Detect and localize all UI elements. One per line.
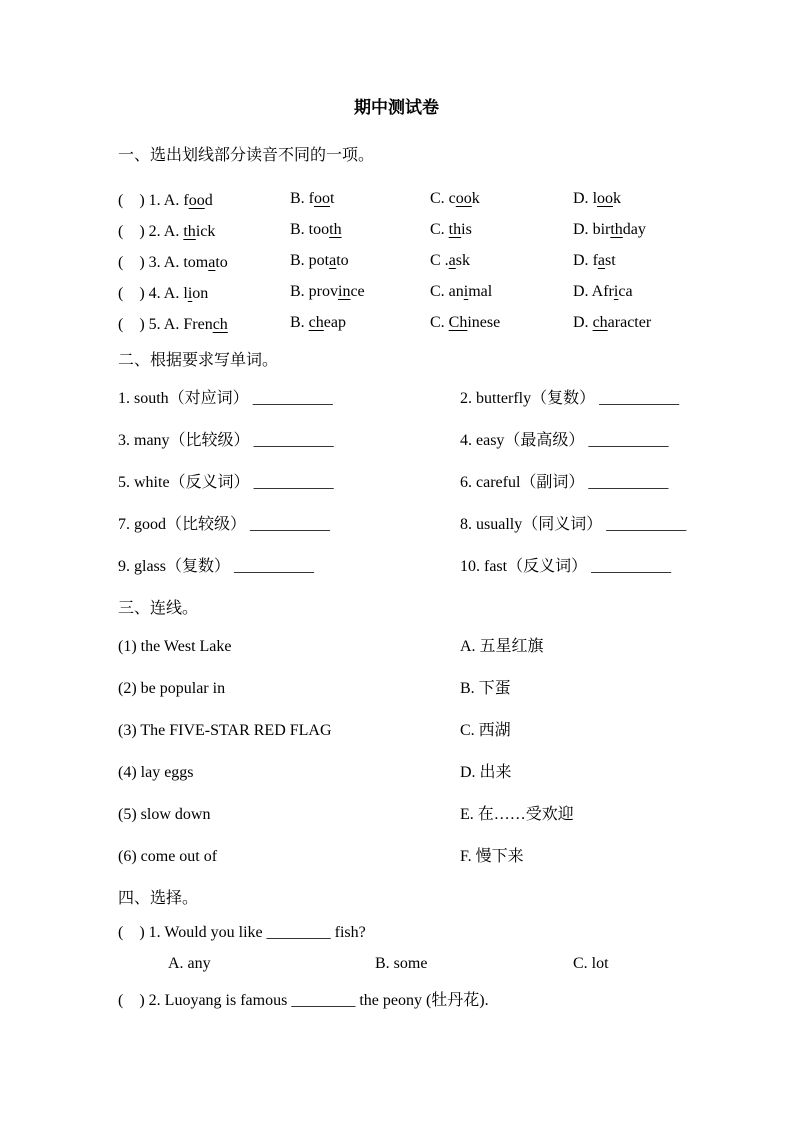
section-choice bbox=[118, 922, 683, 1011]
phonics-row bbox=[118, 183, 683, 214]
option-word bbox=[449, 252, 470, 269]
option-word bbox=[449, 283, 493, 300]
section-phonics bbox=[118, 183, 683, 338]
choice-question bbox=[118, 990, 683, 1011]
option-a bbox=[164, 316, 228, 333]
word-suffix: d bbox=[204, 192, 213, 209]
option-letter: A. bbox=[163, 223, 184, 240]
word-writing-item bbox=[460, 556, 686, 598]
option-letter: C . bbox=[430, 251, 449, 269]
word-suffix: ca bbox=[618, 282, 633, 300]
item-label: 2. butterfly（复数） bbox=[460, 390, 596, 407]
option-letter: B. bbox=[290, 189, 309, 207]
word-suffix: to bbox=[215, 254, 228, 271]
word-prefix: too bbox=[308, 220, 330, 238]
answer-paren: ( ) bbox=[118, 192, 145, 209]
option-a bbox=[164, 254, 228, 271]
word-underlined: a bbox=[597, 251, 605, 269]
option-word bbox=[183, 285, 208, 302]
option-a bbox=[164, 285, 208, 302]
section1-heading: 一、选出划线部分读音不同的一项。 bbox=[118, 147, 375, 164]
word-suffix: sk bbox=[455, 251, 471, 269]
item-label: 7. good（比较级） bbox=[118, 516, 247, 533]
option-word bbox=[183, 192, 212, 209]
matching-left: (6) come out of bbox=[118, 848, 218, 865]
word-suffix: ick bbox=[195, 223, 216, 240]
word-prefix: Fren bbox=[183, 316, 213, 333]
question-number: 2. bbox=[148, 223, 161, 240]
matching-right: C. 西湖 bbox=[460, 722, 511, 739]
option-word bbox=[183, 223, 215, 240]
option-c: C. lot bbox=[573, 955, 609, 972]
option-word bbox=[309, 314, 346, 331]
word-writing-item bbox=[460, 514, 686, 556]
matching-row bbox=[118, 678, 683, 720]
answer-blank: __________ bbox=[606, 516, 687, 533]
matching-left: (4) lay eggs bbox=[118, 764, 194, 781]
option-letter: D. bbox=[573, 313, 593, 331]
answer-blank: __________ bbox=[599, 390, 680, 407]
phonics-row-start bbox=[118, 218, 290, 241]
option-letter: C. bbox=[430, 189, 449, 207]
matching-left: (3) The FIVE-STAR RED FLAG bbox=[118, 722, 332, 739]
option-letter: A. bbox=[163, 192, 184, 209]
option-c bbox=[430, 190, 573, 208]
option-word bbox=[592, 283, 633, 300]
word-suffix: t bbox=[330, 189, 335, 207]
option-word bbox=[309, 221, 342, 238]
option-letter: A. bbox=[163, 285, 184, 302]
question-number: 4. bbox=[148, 285, 161, 302]
option-word bbox=[309, 283, 365, 300]
phonics-row-start bbox=[118, 311, 290, 334]
option-word bbox=[449, 221, 472, 238]
option-letter: B. bbox=[290, 282, 309, 300]
word-underlined: th bbox=[183, 223, 196, 240]
phonics-row bbox=[118, 245, 683, 276]
option-word bbox=[449, 314, 501, 331]
word-suffix: to bbox=[336, 251, 349, 269]
section4-heading: 四、选择。 bbox=[118, 890, 199, 907]
option-b: B. some bbox=[375, 955, 428, 972]
option-word bbox=[309, 252, 349, 269]
answer-blank: __________ bbox=[252, 390, 333, 407]
word-suffix: aracter bbox=[607, 313, 652, 331]
phonics-row bbox=[118, 276, 683, 307]
word-writing-item bbox=[118, 472, 460, 514]
word-underlined: th bbox=[610, 220, 623, 238]
option-c bbox=[430, 252, 573, 270]
word-prefix: pot bbox=[308, 251, 330, 269]
option-word bbox=[593, 252, 616, 269]
answer-blank: __________ bbox=[588, 432, 669, 449]
question-number: 1. bbox=[148, 192, 161, 209]
matching-left: (5) slow down bbox=[118, 806, 211, 823]
option-letter: D. bbox=[573, 251, 593, 269]
matching-left: (2) be popular in bbox=[118, 680, 226, 697]
word-prefix: l bbox=[592, 189, 598, 207]
option-word bbox=[309, 190, 335, 207]
item-label: 9. glass（复数） bbox=[118, 558, 231, 575]
word-underlined: oo bbox=[455, 189, 472, 207]
option-letter: C. bbox=[430, 313, 449, 331]
matching-right: D. 出来 bbox=[460, 764, 512, 781]
word-underlined: ch bbox=[308, 313, 324, 331]
word-prefix: bir bbox=[592, 220, 611, 238]
word-underlined: a bbox=[329, 251, 337, 269]
option-word bbox=[449, 190, 480, 207]
item-label: 5. white（反义词） bbox=[118, 474, 250, 491]
option-a bbox=[164, 192, 213, 209]
option-c bbox=[430, 283, 573, 301]
option-b bbox=[290, 283, 430, 301]
phonics-row-start bbox=[118, 249, 290, 272]
word-suffix: day bbox=[622, 220, 646, 238]
option-word bbox=[593, 314, 652, 331]
option-d bbox=[573, 221, 683, 239]
word-suffix: mal bbox=[468, 282, 493, 300]
item-label: 4. easy（最高级） bbox=[460, 432, 585, 449]
answer-paren: ( ) bbox=[118, 223, 145, 240]
matching-row bbox=[118, 720, 683, 762]
option-b bbox=[290, 314, 430, 332]
matching-row bbox=[118, 762, 683, 804]
word-writing-item bbox=[118, 556, 460, 598]
option-d bbox=[573, 283, 683, 301]
word-prefix: l bbox=[183, 285, 188, 302]
item-label: 3. many（比较级） bbox=[118, 432, 250, 449]
answer-paren: ( ) bbox=[118, 285, 145, 302]
option-c bbox=[430, 314, 573, 332]
option-d bbox=[573, 314, 683, 332]
word-underlined: i bbox=[187, 285, 193, 302]
word-suffix: is bbox=[461, 220, 472, 238]
word-underlined: oo bbox=[314, 189, 330, 207]
option-d bbox=[573, 252, 683, 270]
answer-blank: __________ bbox=[591, 558, 672, 575]
word-prefix: an bbox=[448, 282, 464, 300]
word-underlined: oo bbox=[188, 192, 205, 209]
option-a: A. any bbox=[168, 955, 211, 972]
word-underlined: a bbox=[448, 251, 456, 269]
question-text: 1. Would you like ________ fish? bbox=[148, 924, 366, 941]
word-underlined: Ch bbox=[448, 313, 468, 331]
answer-paren: ( ) bbox=[118, 254, 145, 271]
word-writing-item bbox=[460, 430, 686, 472]
word-underlined: ch bbox=[592, 313, 608, 331]
word-prefix: tom bbox=[183, 254, 209, 271]
option-letter: C. bbox=[430, 282, 449, 300]
section-matching bbox=[118, 636, 683, 888]
word-underlined: ch bbox=[212, 316, 228, 333]
matching-right: B. 下蛋 bbox=[460, 680, 511, 697]
option-b bbox=[290, 221, 430, 239]
word-writing-item bbox=[118, 388, 460, 430]
option-word bbox=[183, 316, 227, 333]
item-label: 10. fast（反义词） bbox=[460, 558, 588, 575]
matching-right: E. 在……受欢迎 bbox=[460, 806, 574, 823]
option-letter: D. bbox=[573, 282, 592, 300]
option-letter: B. bbox=[290, 220, 309, 238]
word-suffix: k bbox=[471, 189, 480, 207]
question-text: 2. Luoyang is famous ________ the peony (牡丹花). bbox=[148, 992, 489, 1009]
word-suffix: k bbox=[613, 189, 622, 207]
item-label: 8. usually（同义词） bbox=[460, 516, 603, 533]
word-underlined: th bbox=[329, 220, 342, 238]
matching-right: A. 五星红旗 bbox=[460, 638, 544, 655]
option-letter: D. bbox=[573, 189, 593, 207]
answer-paren: ( ) bbox=[118, 924, 145, 941]
phonics-row bbox=[118, 307, 683, 338]
word-prefix: f bbox=[308, 189, 314, 207]
option-d bbox=[573, 190, 683, 208]
word-prefix: c bbox=[448, 189, 456, 207]
matching-left: (1) the West Lake bbox=[118, 638, 232, 655]
item-label: 1. south（对应词） bbox=[118, 390, 249, 407]
choice-question bbox=[118, 922, 683, 943]
question-number: 3. bbox=[148, 254, 161, 271]
page-title: 期中测试卷 bbox=[354, 98, 439, 117]
word-writing-item bbox=[460, 472, 686, 514]
word-underlined: i bbox=[613, 282, 619, 300]
word-writing-item bbox=[118, 514, 460, 556]
section3-heading: 三、连线。 bbox=[118, 600, 199, 617]
answer-blank: __________ bbox=[253, 432, 334, 449]
option-letter: D. bbox=[573, 220, 593, 238]
question-number: 5. bbox=[148, 316, 161, 333]
matching-row bbox=[118, 804, 683, 846]
option-word bbox=[183, 254, 227, 271]
answer-paren: ( ) bbox=[118, 316, 145, 333]
option-b bbox=[290, 252, 430, 270]
word-prefix: prov bbox=[308, 282, 338, 300]
phonics-row bbox=[118, 214, 683, 245]
word-suffix: ce bbox=[350, 282, 365, 300]
word-prefix: Afr bbox=[591, 282, 614, 300]
matching-right: F. 慢下来 bbox=[460, 848, 524, 865]
answer-blank: __________ bbox=[588, 474, 669, 491]
choice-options bbox=[118, 953, 683, 974]
answer-paren: ( ) bbox=[118, 992, 145, 1009]
word-prefix: f bbox=[592, 251, 598, 269]
option-letter: A. bbox=[163, 316, 184, 333]
phonics-row-start bbox=[118, 187, 290, 210]
word-suffix: inese bbox=[467, 313, 501, 331]
word-writing-item bbox=[118, 430, 460, 472]
matching-row bbox=[118, 636, 683, 678]
word-underlined: in bbox=[338, 282, 351, 300]
option-letter: B. bbox=[290, 313, 309, 331]
word-suffix: eap bbox=[323, 313, 346, 331]
section2-heading: 二、根据要求写单词。 bbox=[118, 352, 279, 369]
word-prefix: f bbox=[183, 192, 189, 209]
word-writing-item bbox=[460, 388, 686, 430]
answer-blank: __________ bbox=[234, 558, 315, 575]
word-suffix: st bbox=[605, 251, 616, 269]
word-underlined: th bbox=[448, 220, 462, 238]
option-letter: C. bbox=[430, 220, 449, 238]
word-suffix: on bbox=[192, 285, 209, 302]
option-b bbox=[290, 190, 430, 208]
word-underlined: oo bbox=[597, 189, 614, 207]
option-a bbox=[164, 223, 216, 240]
answer-blank: __________ bbox=[253, 474, 334, 491]
phonics-row-start bbox=[118, 280, 290, 303]
answer-blank: __________ bbox=[250, 516, 331, 533]
option-word bbox=[593, 221, 646, 238]
section-word-writing bbox=[118, 388, 687, 598]
word-underlined: a bbox=[208, 254, 216, 271]
option-word bbox=[593, 190, 621, 207]
item-label: 6. careful（副词） bbox=[460, 474, 585, 491]
word-underlined: i bbox=[463, 282, 469, 300]
option-letter: B. bbox=[290, 251, 309, 269]
option-letter: A. bbox=[163, 254, 184, 271]
option-c bbox=[430, 221, 573, 239]
matching-row bbox=[118, 846, 683, 888]
